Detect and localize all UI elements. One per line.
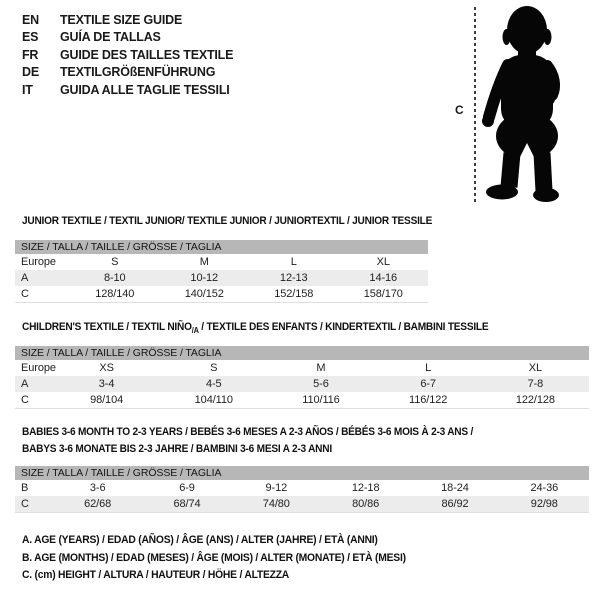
size-value-cell: 6-9 (179, 482, 195, 494)
language-row (22, 82, 233, 99)
size-value-cell: 92/98 (500, 496, 589, 513)
footnote-c: C. (cm) HEIGHT / ALTURA / HAUTEUR / HÖHE / ALTEZZA (22, 569, 290, 582)
table-row (15, 360, 589, 376)
row-label: A (15, 376, 53, 392)
size-value-cell: 24-36 (530, 482, 559, 494)
size-value-cell: 6-7 (375, 376, 482, 392)
size-header-bar: SIZE / TALLA / TAILLE / GRÖSSE / TAGLIA (15, 240, 428, 254)
size-value-cell: 68/74 (142, 496, 231, 513)
language-code: EN (22, 13, 39, 27)
size-value-cell: 12-18 (351, 482, 380, 494)
size-value-cell: 18-24 (441, 482, 469, 494)
size-value-cell: 8-10 (70, 270, 160, 286)
size-value-cell: 14-16 (339, 270, 429, 286)
junior-size-table (15, 240, 428, 303)
language-code: FR (22, 47, 39, 62)
size-value-cell: 110/116 (302, 394, 340, 406)
size-value-cell: 116/122 (409, 394, 448, 406)
size-value-cell: 4-5 (160, 376, 267, 392)
size-value-cell: L (425, 362, 432, 374)
section-title-babies-line2: BABYS 3-6 MONATE BIS 2-3 JAHRE / BAMBINI 3-6 MESI A 2-3 ANNI (22, 443, 332, 455)
row-label: Europe (21, 256, 56, 268)
height-measure-label: C (455, 103, 464, 117)
height-measure-line (474, 7, 476, 205)
size-value-cell: 12-13 (249, 270, 339, 286)
footnotes (22, 532, 430, 585)
row-label: B (21, 482, 29, 494)
language-label: GUÍA DE TALLAS (60, 30, 161, 45)
language-row (22, 29, 233, 46)
table-row (15, 480, 589, 496)
language-code: ES (22, 30, 39, 45)
language-label: GUIDA ALLE TAGLIE TESSILI (60, 82, 230, 97)
children-size-table (15, 346, 589, 409)
size-value-cell: L (290, 256, 297, 268)
size-value-cell: S (210, 362, 218, 374)
row-label: C (21, 288, 29, 300)
size-value-cell: 7-8 (482, 376, 589, 392)
size-value-cell: 86/92 (410, 496, 499, 513)
size-value-cell: XL (376, 256, 390, 268)
size-value-cell: 158/170 (363, 288, 403, 300)
size-value-cell: M (316, 362, 326, 374)
section-title-babies (22, 424, 473, 458)
size-value-cell: 5-6 (267, 376, 374, 392)
size-value-cell: 98/104 (90, 394, 124, 406)
language-row (22, 64, 233, 81)
size-value-cell: 104/110 (194, 394, 233, 406)
size-header-bar: SIZE / TALLA / TAILLE / GRÖSSE / TAGLIA (15, 346, 589, 360)
table-row (15, 496, 589, 513)
size-header-bar: SIZE / TALLA / TAILLE / GRÖSSE / TAGLIA (15, 466, 589, 480)
size-value-cell: 128/140 (95, 288, 135, 300)
table-row (15, 376, 589, 392)
baby-figure (453, 3, 593, 209)
language-code: IT (22, 82, 33, 97)
row-label: C (21, 394, 29, 406)
language-label: TEXTILGRÖßENFÜHRUNG (60, 65, 216, 80)
size-value-cell: M (199, 256, 209, 268)
language-code: DE (22, 65, 39, 80)
size-value-cell: 3-6 (89, 482, 106, 494)
row-label: A (15, 270, 70, 286)
footnote-a: A. AGE (YEARS) / EDAD (AÑOS) / ÂGE (ANS) / ALTER (JAHRE) / ETÀ (ANNI) (22, 534, 378, 546)
row-label: Europe (21, 362, 56, 374)
size-value-cell: 62/68 (53, 496, 142, 513)
size-value-cell: 10-12 (160, 270, 250, 286)
size-value-cell: XL (528, 362, 542, 374)
section-title-babies-line1: BABIES 3-6 MONTH TO 2-3 YEARS / BEBÉS 3-6 MESES A 2-3 AÑOS / BÉBÉS 3-6 MOIS À 2-3 ANS / (22, 426, 474, 438)
section-title-junior: JUNIOR TEXTILE / TEXTIL JUNIOR/ TEXTILE JUNIOR / JUNIORTEXTIL / JUNIOR TESSILE (22, 215, 433, 227)
table-row (15, 270, 428, 286)
size-value-cell: XS (99, 362, 114, 374)
baby-silhouette-image (481, 3, 573, 205)
language-header (22, 12, 233, 99)
row-label: C (15, 496, 53, 513)
footnote-b: B. AGE (MONTHS) / EDAD (MESES) / ÂGE (MOIS) / ALTER (MONATE) / ETÀ (MESI) (22, 551, 406, 564)
table-row (15, 392, 589, 409)
size-value-cell: 80/86 (321, 496, 410, 513)
table-row (15, 254, 428, 270)
size-value-cell: 140/152 (184, 288, 224, 300)
size-value-cell: 9-12 (265, 482, 288, 494)
size-value-cell: S (111, 256, 119, 268)
size-value-cell: 74/80 (232, 496, 321, 513)
language-label: GUIDE DES TAILLES TEXTILE (60, 47, 234, 62)
language-row (22, 12, 233, 29)
size-value-cell: 152/158 (274, 288, 314, 300)
size-value-cell: 3-4 (53, 376, 160, 392)
size-value-cell: 122/128 (515, 394, 555, 406)
language-label: TEXTILE SIZE GUIDE (60, 13, 183, 27)
section-title-children-post: / TEXTILE DES ENFANTS / KINDERTEXTIL / BAMBINI TESSILE (198, 321, 489, 333)
language-row (22, 47, 233, 64)
section-title-children (22, 321, 488, 335)
table-row (15, 286, 428, 303)
babies-size-table (15, 466, 589, 513)
section-title-children-pre: CHILDREN'S TEXTILE / TEXTIL NIÑO (22, 321, 192, 333)
section-title-children-sub: /A (191, 326, 199, 336)
